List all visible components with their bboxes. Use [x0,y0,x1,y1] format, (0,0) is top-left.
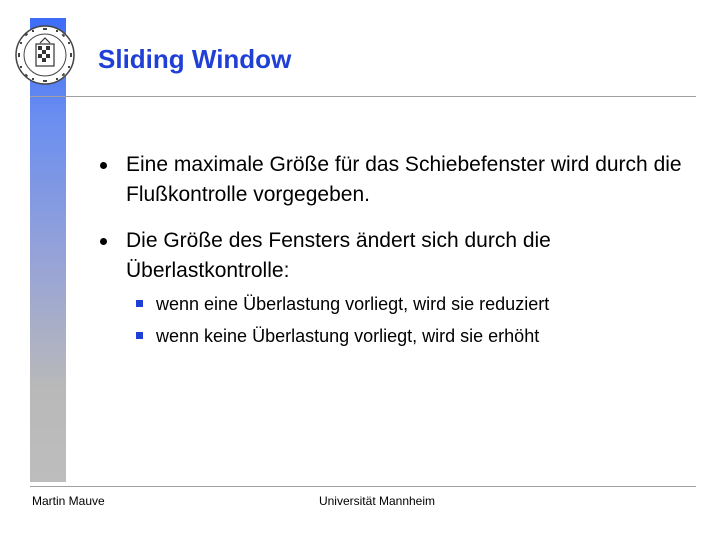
bullet-item [98,150,698,210]
footer-divider [30,486,696,487]
bullet-item [98,226,698,286]
bullet-dot-icon [100,238,107,245]
university-seal-icon [14,24,76,86]
bullet-text: Eine maximale Größe für das Schiebefenster wird durch die Flußkontrolle vorgegeben. [126,153,682,206]
sub-bullet-list [134,288,694,352]
bullet-text: Die Größe des Fensters ändert sich durch die Überlastkontrolle: [126,229,551,282]
footer-author: Martin Mauve [32,494,105,508]
sidebar-gradient-bar [30,18,66,482]
title-divider [30,96,696,97]
sub-bullet-item [134,288,694,320]
bullet-dot-icon [100,162,107,169]
sub-bullet-item [134,320,694,352]
sub-bullet-text: wenn eine Überlastung vorliegt, wird sie reduziert [156,294,550,314]
sub-bullet-text: wenn keine Überlastung vorliegt, wird sie erhöht [156,326,540,346]
square-bullet-icon [136,300,143,307]
square-bullet-icon [136,332,143,339]
footer-institution: Universität Mannheim [318,494,436,508]
slide-title: Sliding Window [98,44,292,74]
